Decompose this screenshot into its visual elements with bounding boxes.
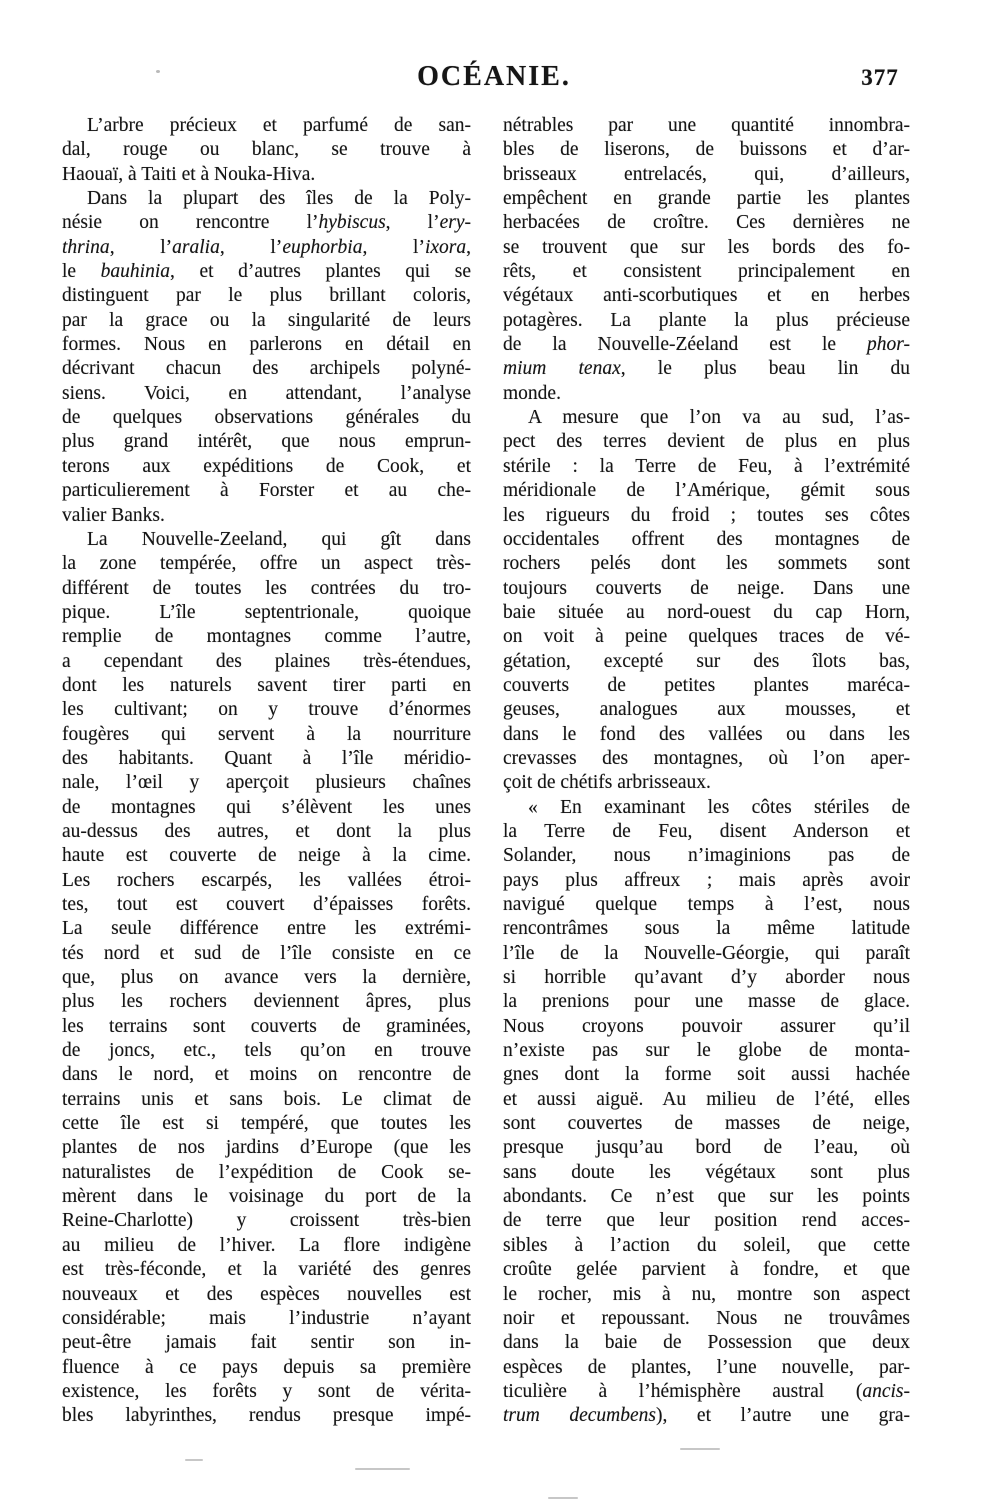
paragraph	[62, 114, 471, 187]
text-line: la prenions pour une masse de glace.	[503, 991, 910, 1013]
paragraph	[62, 187, 471, 528]
paragraph	[503, 406, 910, 796]
text-line: siens. Voici, en attendant, l’analyse	[62, 382, 471, 404]
text-line: cette île est si tempéré, que toutes les	[62, 1113, 471, 1135]
text-line: décrivant chacun des archipels polyné-	[62, 358, 471, 380]
text-line: au milieu de l’hiver. La flore indigène	[62, 1234, 471, 1256]
text-line: L’arbre précieux et parfumé de san-	[87, 115, 471, 136]
text-line: considérable; mais l’industrie n’ayant	[62, 1307, 471, 1329]
text-line: formes. Nous en parlerons en détail en	[62, 334, 471, 356]
scan-smudge	[185, 1459, 203, 1461]
text-column-right	[503, 114, 910, 1429]
text-line: couverts de petites plantes maréca-	[503, 674, 910, 696]
text-line: de joncs, etc., tels qu’on en trouve	[62, 1040, 471, 1062]
text-line: dans le nord, et moins on rencontre de	[62, 1064, 471, 1086]
text-line: nouveaux et des espèces nouvelles est	[62, 1283, 471, 1305]
text-line: navigué quelque temps à l’est, nous	[503, 894, 910, 915]
text-line: monde.	[503, 382, 561, 404]
text-line: plus grand intérêt, que nous emprun-	[62, 431, 471, 453]
text-line: occidentales offrent des montagnes de	[503, 528, 910, 550]
text-line: brisseaux entrelacés, qui, d’ailleurs,	[503, 163, 910, 185]
text-line: dont les naturels savent tirer parti en	[62, 674, 471, 696]
text-line: pique. L’île septentrionale, quoique	[62, 601, 471, 623]
text-line: tés nord et sud de l’île consiste en ce	[62, 942, 471, 964]
text-line: rochers pelés dont les sommets sont	[503, 553, 910, 575]
text-line: sans doute les végétaux sont plus	[503, 1161, 910, 1183]
text-line: haute est couverte de neige à la cime.	[62, 845, 471, 867]
text-line: nale, l’œil y aperçoit plusieurs chaînes	[62, 772, 471, 794]
text-line: dal, rouge ou blanc, se trouve à	[62, 139, 471, 161]
text-line: si horrible qu’avant d’y aborder nous	[503, 967, 910, 989]
text-line: naturalistes de l’expédition de Cook se-	[62, 1161, 471, 1183]
text-line: empêchent en grande partie les plantes	[503, 188, 910, 210]
text-line: est très-féconde, et la variété des genres	[62, 1259, 471, 1281]
text-line: n’existe pas sur le globe de monta-	[503, 1040, 910, 1062]
text-line: terons aux expéditions de Cook, et	[62, 455, 471, 477]
text-line: peut-être jamais fait sentir son in-	[62, 1332, 471, 1354]
text-line: Haouaï, à Taiti et à Nouka-Hiva.	[62, 163, 316, 185]
text-line: nétrables par une quantité innombra-	[503, 115, 910, 136]
text-line: bles de liserons, de buissons et d’ar-	[503, 139, 910, 161]
text-line: çoit de chétifs arbrisseaux.	[503, 772, 711, 794]
text-line: valier Banks.	[62, 504, 165, 526]
text-line: croûte gelée parvient à fondre, et que	[503, 1259, 910, 1281]
text-line: presque jusqu’au bord de l’eau, où	[503, 1137, 910, 1159]
text-line: les terrains sont couverts de graminées,	[62, 1015, 471, 1037]
text-line: au-dessus des autres, et dont la plus	[62, 820, 471, 842]
paragraph	[503, 114, 910, 406]
text-line: les rigueurs du froid ; toutes ses côtes	[503, 504, 910, 526]
text-line: dans la baie de Possession que deux	[503, 1332, 910, 1354]
text-line: A mesure que l’on va au sud, l’as-	[528, 407, 910, 429]
text-line: par la grace ou la singularité de leurs	[62, 309, 471, 331]
text-line: que, plus on avance vers la dernière,	[62, 967, 471, 989]
text-line: l’île de la Nouvelle-Géorgie, qui paraît	[503, 942, 910, 964]
text-line: fluence à ce pays depuis sa première	[62, 1356, 471, 1378]
text-line: de terre que leur position rend acces-	[503, 1210, 910, 1232]
text-line: ticulière à l’hémisphère austral (ancis-	[503, 1380, 910, 1402]
text-line: « En examinant les côtes stériles de	[528, 796, 910, 818]
text-line: méridionale de l’Amérique, gémit sous	[503, 480, 910, 502]
text-line: stérile : la Terre de Feu, à l’extrémité	[503, 455, 910, 477]
text-line: rencontrâmes sous la même latitude	[503, 918, 910, 940]
text-line: de montagnes qui s’élèvent les unes	[62, 796, 471, 818]
text-line: plantes de nos jardins d’Europe (que les	[62, 1137, 471, 1159]
text-line: potagères. La plante la plus précieuse	[503, 309, 910, 331]
text-line: pect des terres devient de plus en plus	[503, 431, 910, 453]
text-line: différent de toutes les contrées du tro-	[62, 577, 471, 599]
text-line: abondants. Ce n’est que sur les points	[503, 1186, 910, 1208]
paragraph	[503, 796, 910, 1429]
text-line: la Terre de Feu, disent Anderson et	[503, 820, 910, 842]
text-line: Solander, nous n’imaginions pas de	[503, 845, 910, 867]
text-line: et aussi aiguë. Au milieu de l’été, elles	[503, 1088, 910, 1110]
text-line: tes, tout est couvert d’épaisses forêts.	[62, 894, 471, 915]
text-line: le rocher, mis à nu, montre son aspect	[503, 1283, 910, 1305]
scan-smudge	[355, 1468, 410, 1470]
text-line: gnes dont la forme soit aussi hachée	[503, 1064, 910, 1086]
text-line: La Nouvelle-Zeeland, qui gît dans	[87, 528, 471, 550]
text-line: distinguent par le plus brillant coloris,	[62, 285, 471, 307]
text-line: terrains unis et sans bois. Le climat de	[62, 1088, 471, 1110]
text-line: Reine-Charlotte) y croissent très-bien	[62, 1210, 471, 1232]
paragraph	[62, 528, 471, 1429]
text-line: on voit à peine quelques traces de vé-	[503, 626, 910, 648]
page-number: 377	[861, 65, 899, 90]
text-line: a cependant des plaines très-étendues,	[62, 650, 471, 672]
text-line: rêts, et consistent principalement en	[503, 261, 910, 283]
text-line: sibles à l’action du soleil, que cette	[503, 1234, 910, 1256]
text-line: fougères qui servent à la nourriture	[62, 723, 471, 745]
text-line: baie située au nord-ouest du cap Horn,	[503, 601, 910, 623]
text-line: remplie de montagnes comme l’autre,	[62, 626, 471, 648]
text-line: geuses, analogues aux mousses, et	[503, 699, 910, 721]
text-line: le bauhinia, et d’autres plantes qui se	[62, 261, 471, 283]
text-line: nésie on rencontre l’hybiscus, l’ery-	[62, 212, 471, 234]
text-line: herbacées de croître. Ces dernières ne	[503, 212, 910, 234]
text-line: gétation, excepté sur des îlots bas,	[503, 650, 910, 672]
text-line: particulierement à Forster et au che-	[62, 480, 471, 502]
text-line: sont couvertes de masses de neige,	[503, 1113, 910, 1135]
text-line: de la Nouvelle-Zéeland est le phor-	[503, 334, 910, 356]
text-line: se trouvent que sur les bords des fo-	[503, 236, 910, 258]
text-line: Dans la plupart des îles de la Poly-	[87, 188, 471, 210]
text-line: mium tenax, le plus beau lin du	[503, 358, 910, 380]
text-line: La seule différence entre les extrémi-	[62, 918, 471, 940]
scan-speck	[156, 70, 160, 73]
page-header-title: OCÉANIE.	[417, 61, 571, 92]
text-line: mèrent dans le voisinage du port de la	[62, 1186, 471, 1208]
text-line: plus les rochers deviennent âpres, plus	[62, 991, 471, 1013]
text-line: Les rochers escarpés, les vallées étroi-	[62, 869, 471, 891]
text-line: crevasses des montagnes, où l’on aper-	[503, 747, 910, 769]
text-line: de quelques observations générales du	[62, 407, 471, 429]
text-line: végétaux anti-scorbutiques et en herbes	[503, 285, 910, 307]
text-line: des habitants. Quant à l’île méridio-	[62, 747, 471, 769]
text-line: toujours couverts de neige. Dans une	[503, 577, 910, 599]
text-line: espèces de plantes, l’une nouvelle, par-	[503, 1356, 910, 1378]
text-line: thrina, l’aralia, l’euphorbia, l’ixora,	[62, 236, 471, 258]
text-line: la zone tempérée, offre un aspect très-	[62, 553, 471, 575]
text-line: bles labyrinthes, rendus presque impé-	[62, 1405, 471, 1427]
text-line: dans le fond des vallées ou dans les	[503, 723, 910, 745]
text-line: les cultivant; on y trouve d’énormes	[62, 699, 471, 721]
scan-smudge	[548, 1497, 578, 1499]
text-line: pays plus affreux ; mais après avoir	[503, 869, 910, 891]
text-line: trum decumbens), et l’autre une gra-	[503, 1405, 910, 1427]
text-line: existence, les forêts y sont de vérita-	[62, 1380, 471, 1402]
text-column-left	[62, 114, 471, 1429]
text-line: noir et repoussant. Nous ne trouvâmes	[503, 1307, 910, 1329]
text-line: Nous croyons pouvoir assurer qu’il	[503, 1015, 910, 1037]
scan-smudge	[680, 1448, 720, 1450]
